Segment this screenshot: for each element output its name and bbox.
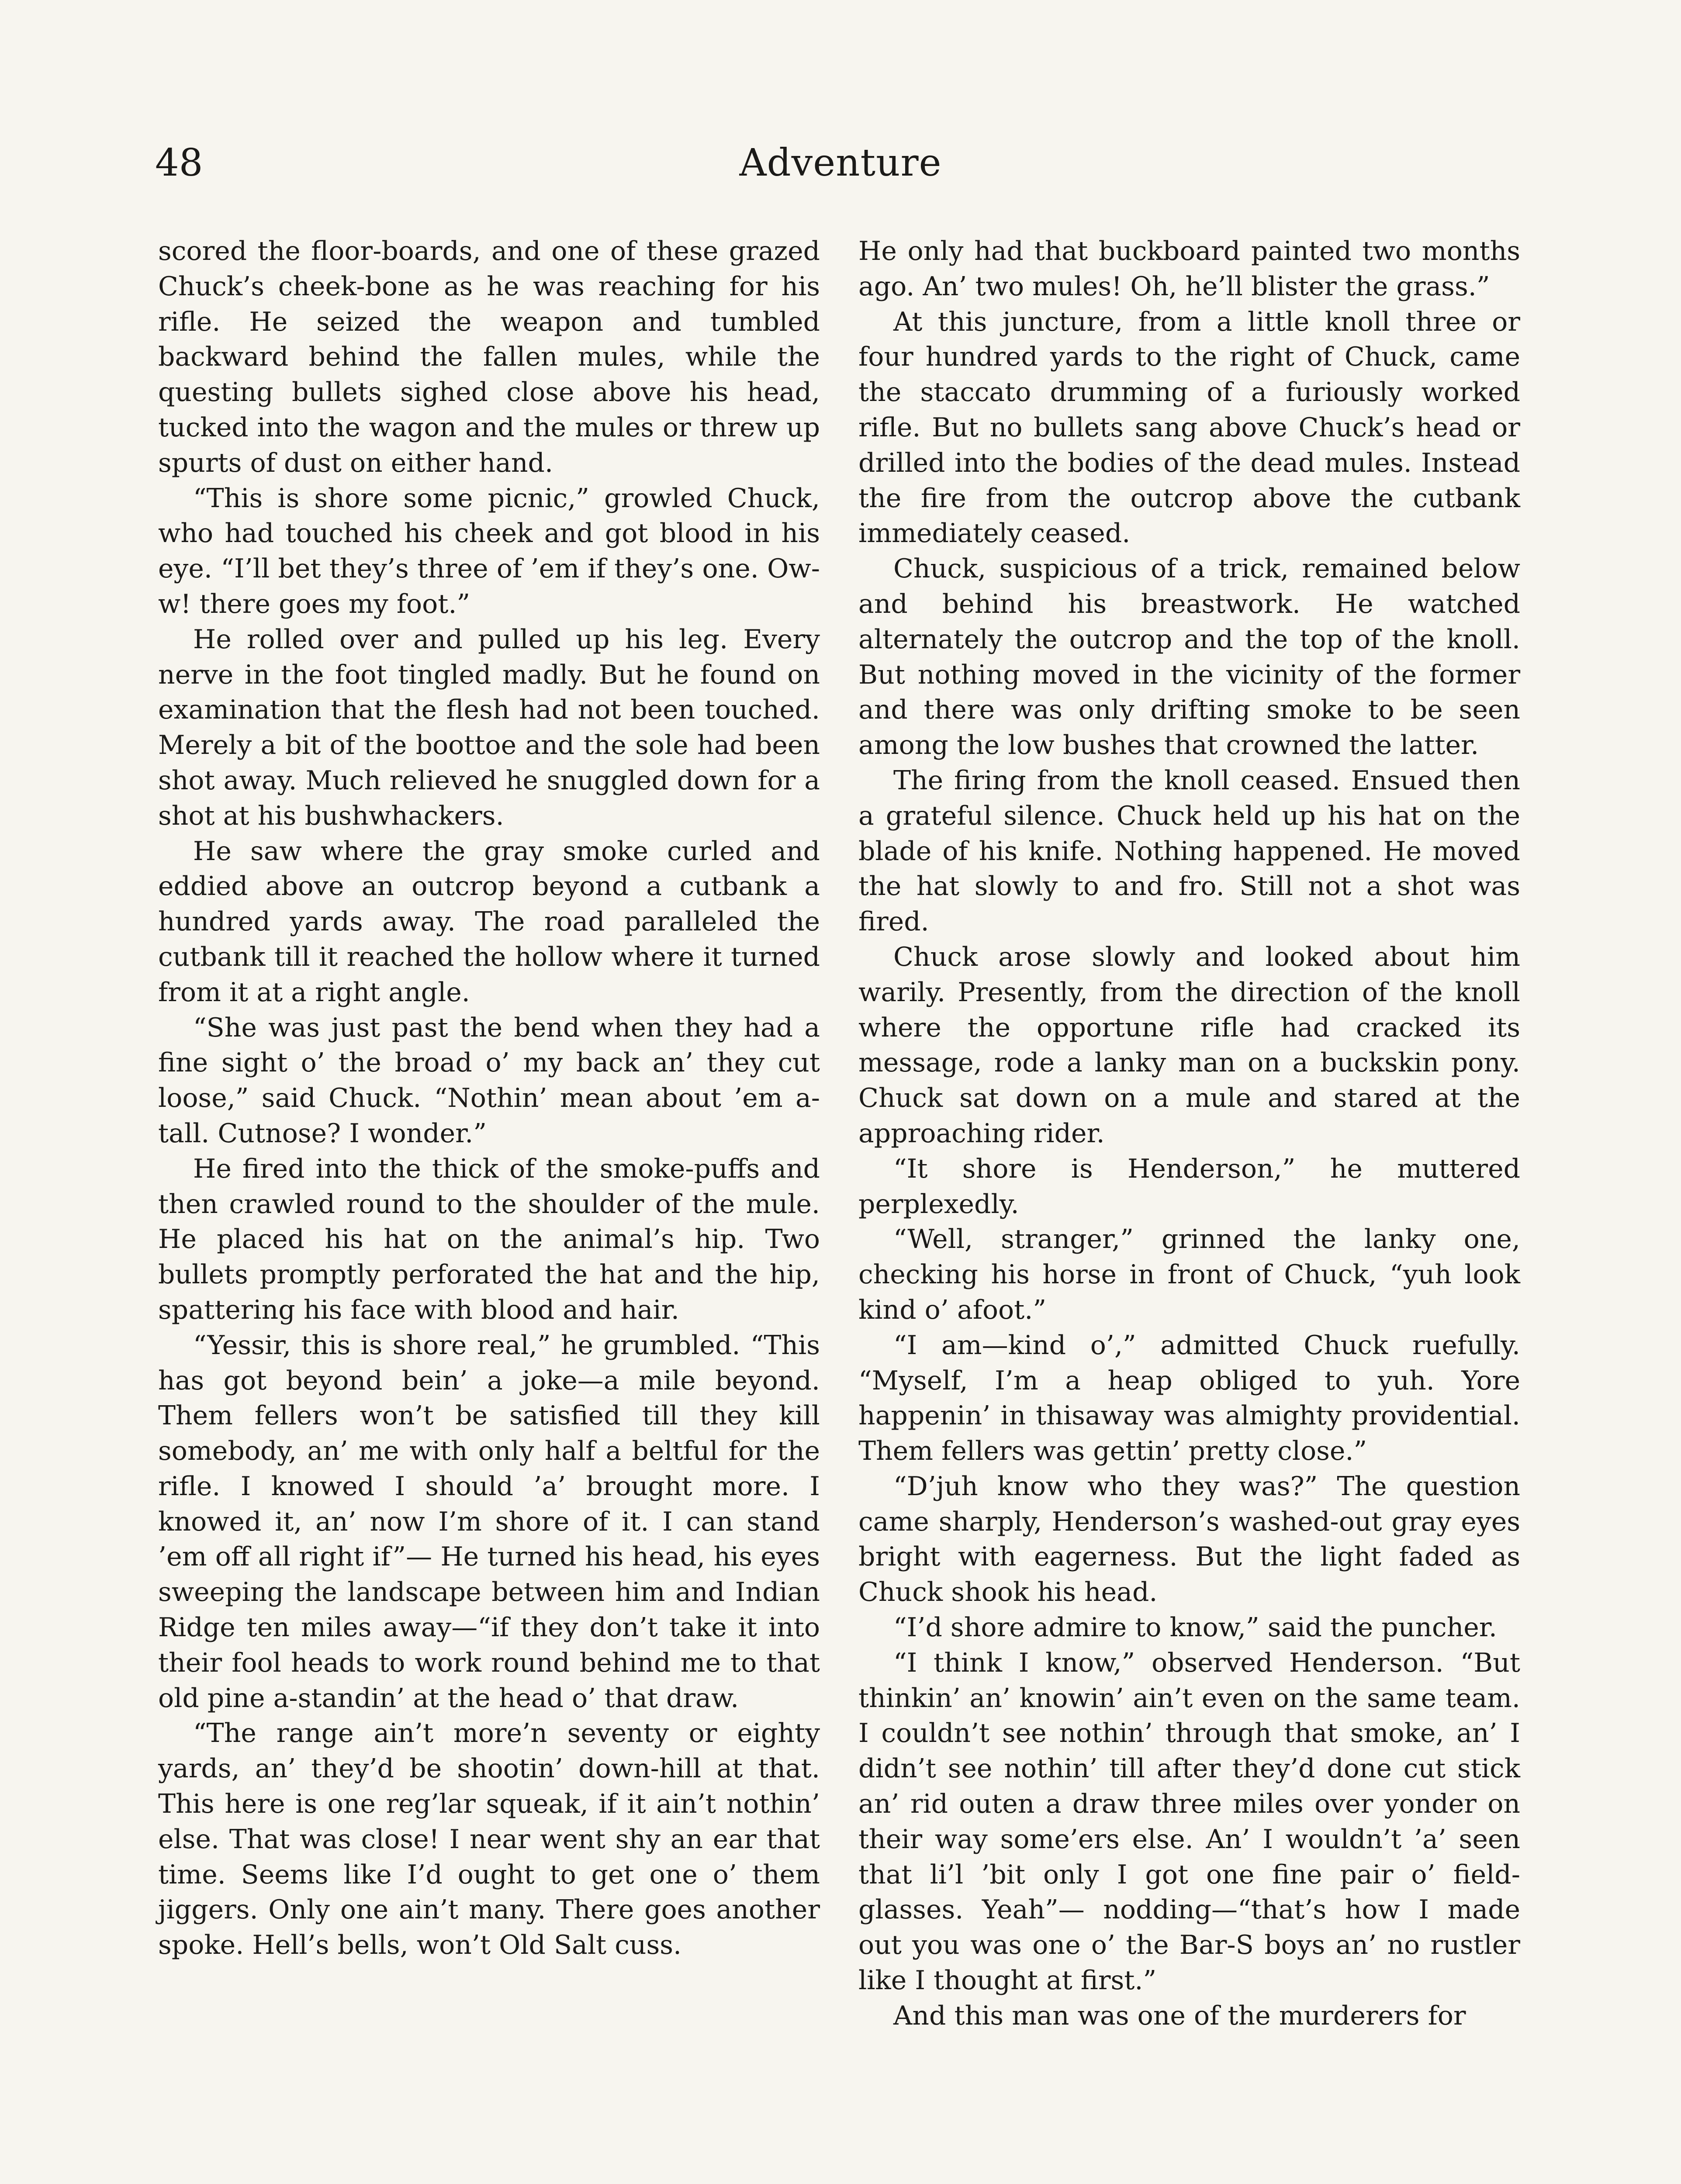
paragraph: The firing from the knoll ceased. Ensued then a grateful silence. Chuck held up his hat on the blade of his knife. Nothing happened. He moved the hat slowly to and fro. Still not a shot was fired. <box>858 765 1520 937</box>
paragraph: “She was just past the bend when they had a fine sight o’ the broad o’ my back an’ they cut loose,” said Chuck. “Nothin’ mean about ’em a-tall. Cutnose? I wonder.” <box>158 1012 820 1149</box>
paragraph: “This is shore some picnic,” growled Chuck, who had touched his cheek and got blood in his eye. “I’ll bet they’s three of ’em if they’s one. Ow-w! there goes my foot.” <box>158 483 820 619</box>
running-head-title: Adventure <box>739 141 942 185</box>
paragraph: He only had that buckboard painted two months ago. An’ two mules! Oh, he’ll blister the grass.” <box>858 236 1520 302</box>
paragraph: He rolled over and pulled up his leg. Every nerve in the foot tingled madly. But he found on examination that the flesh had not been touched. Merely a bit of the boottoe and the sole had been shot away. Much relieved he snuggled down for a shot at his bushwhackers. <box>158 624 820 831</box>
paragraph: “It shore is Henderson,” he muttered perplexedly. <box>858 1153 1520 1220</box>
paragraph: “I think I know,” observed Henderson. “But thinkin’ an’ knowin’ ain’t even on the same team. I couldn’t see nothin’ through that smoke, an’ I didn’t see nothin’ till after they’d done cut stick an’ rid outen a draw three miles over yonder on their way some’ers else. An’ I wouldn’t ’a’ seen that li’l ’bit only I got one fine pair o’ fieldglasses. Yeah”— nodding—“that’s how I made out you was one o’ the Bar-S boys an’ no rustler like I thought at first.” <box>858 1647 1520 1996</box>
paragraph: “The range ain’t more’n seventy or eighty yards, an’ they’d be shootin’ down-hill at that. This here is one reg’lar squeak, if it ain’t nothin’ else. That was close! I near went shy an ear that time. Seems like I’d ought to get one o’ them jiggers. Only one ain’t many. There goes another spoke. Hell’s bells, won’t Old Salt cuss. <box>158 1718 820 1961</box>
paragraph: “I am—kind o’,” admitted Chuck ruefully. “Myself, I’m a heap obliged to yuh. Yore happenin’ in thisaway was almighty providential. Them fellers was gettin’ pretty close.” <box>858 1330 1520 1467</box>
paragraph: Chuck arose slowly and looked about him warily. Presently, from the direction of the knoll where the opportune rifle had cracked its message, rode a lanky man on a buckskin pony. Chuck sat down on a mule and stared at the approaching rider. <box>858 941 1520 1149</box>
paragraph: And this man was one of the murderers for <box>893 2000 1466 2031</box>
paragraph: “D’juh know who they was?” The question came sharply, Henderson’s washed-out gray eyes bright with eagerness. But the light faded as Chuck shook his head. <box>858 1471 1520 1608</box>
paragraph: At this juncture, from a little knoll three or four hundred yards to the right of Chuck, came the staccato drumming of a furiously worked rifle. But no bullets sang above Chuck’s head or drilled into the bodies of the dead mules. Instead the fire from the outcrop above the cutbank immediately ceased. <box>858 306 1520 549</box>
paragraph: He fired into the thick of the smoke-puffs and then crawled round to the shoulder of the mule. He placed his hat on the animal’s hip. Two bullets promptly perforated the hat and the hip, spattering his face with blood and hair. <box>158 1153 820 1325</box>
paragraph: scored the floor-boards, and one of these grazed Chuck’s cheek-bone as he was reaching for his rifle. He seized the weapon and tumbled backward behind the fallen mules, while the questing bullets sighed close above his head, tucked into the wagon and the mules or threw up spurts of dust on either hand. <box>158 236 820 478</box>
paragraph: Chuck, suspicious of a trick, remained below and behind his breastwork. He watched alternately the outcrop and the top of the knoll. But nothing moved in the vicinity of the former and there was only drifting smoke to be seen among the low bushes that crowned the latter. <box>858 553 1520 761</box>
paragraph: “Yessir, this is shore real,” he grumbled. “This has got beyond bein’ a joke—a mile beyond. Them fellers won’t be satisfied till they kill somebody, an’ me with only half a beltful for the rifle. I knowed I should ’a’ brought more. I knowed it, an’ now I’m shore of it. I can stand ’em off all right if”— He turned his head, his eyes sweeping the landscape between him and Indian Ridge ten miles away—“if they don’t take it into their fool heads to work round behind me to that old pine a-standin’ at the head o’ that draw. <box>158 1330 820 1714</box>
paragraph: “I’d shore admire to know,” said the puncher. <box>893 1612 1497 1643</box>
paragraph: He saw where the gray smoke curled and eddied above an outcrop beyond a cutbank a hundred yards away. The road paralleled the cutbank till it reached the hollow where it turned from it at a right angle. <box>158 836 820 1008</box>
left-column <box>158 234 820 1963</box>
page-number: 48 <box>155 141 203 185</box>
right-column <box>858 234 1520 2034</box>
paragraph: “Well, stranger,” grinned the lanky one, checking his horse in front of Chuck, “yuh look kind o’ afoot.” <box>858 1224 1520 1325</box>
